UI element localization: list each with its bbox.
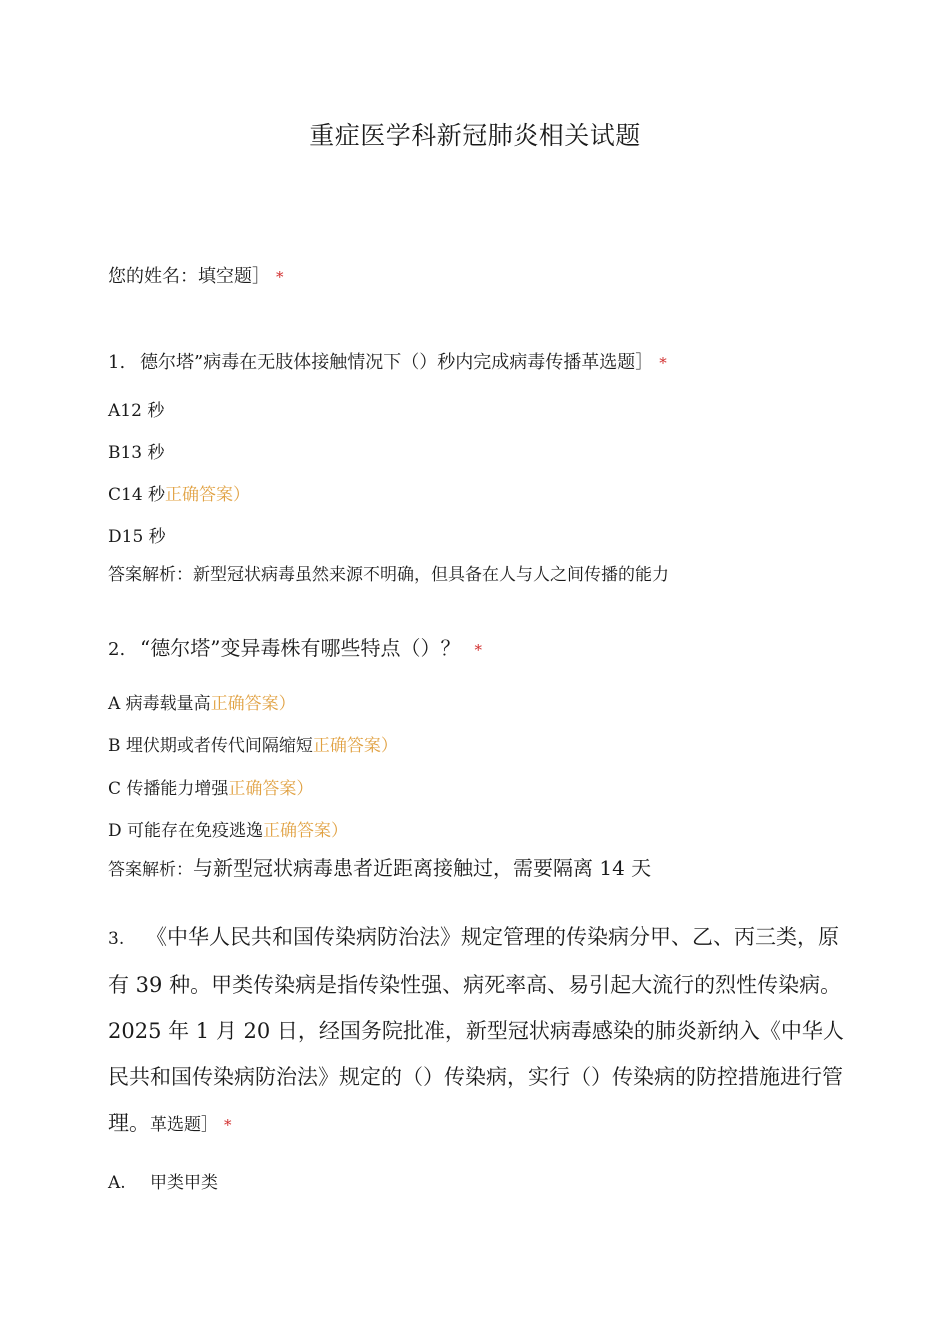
correct-answer-note: 正确答案） bbox=[210, 694, 296, 714]
q3-option-a[interactable] bbox=[108, 1168, 218, 1193]
q1-option-c[interactable] bbox=[108, 480, 250, 505]
question-number: 1. bbox=[108, 352, 126, 373]
name-field-question bbox=[108, 262, 284, 288]
question-type: 革选题］ bbox=[150, 1115, 218, 1135]
option-text: D 可能存在免疫逃逸 bbox=[108, 821, 264, 841]
option-text: C 传播能力增强 bbox=[108, 779, 229, 799]
q2-option-c[interactable] bbox=[108, 774, 313, 799]
option-text: D15 秒 bbox=[108, 527, 166, 547]
analysis-text: 与新型冠状病毒患者近距离接触过，需要隔离 14 天 bbox=[193, 856, 652, 880]
question-number: 2. bbox=[108, 639, 126, 660]
question-1 bbox=[108, 348, 667, 374]
option-text: A 病毒载量高 bbox=[108, 694, 211, 714]
option-text: B 埋伏期或者传代间隔缩短 bbox=[108, 736, 313, 756]
q2-option-a[interactable] bbox=[108, 689, 296, 714]
q2-option-d[interactable] bbox=[108, 816, 348, 841]
correct-answer-note: 正确答案） bbox=[312, 736, 398, 756]
required-mark: * bbox=[659, 354, 667, 372]
question-text: “德尔塔”变异毒株有哪些特点（）？ bbox=[140, 636, 461, 660]
correct-answer-note: 正确答案） bbox=[263, 821, 349, 841]
correct-answer-note: 正确答案） bbox=[228, 779, 314, 799]
option-text: C14 秒 bbox=[108, 485, 166, 505]
q1-option-d[interactable] bbox=[108, 522, 166, 547]
q1-answer-analysis: 答案解析：新型冠状病毒虽然来源不明确，但具备在人与人之间传播的能力 bbox=[108, 565, 669, 585]
name-field-label: 您的姓名：填空题］ bbox=[108, 266, 270, 287]
option-text: A12 秒 bbox=[108, 401, 165, 421]
option-text: 甲类甲类 bbox=[150, 1173, 218, 1193]
question-3 bbox=[108, 914, 846, 1148]
question-text: 《中华人民共和国传染病防治法》规定管理的传染病分甲、乙、丙三类，原有 39 种。甲类传染病是指传染性强、病死率高、易引起大流行的烈性传染病。2025 年 1 月 20 日，经国务院批准，新型冠状病毒感染的肺炎新纳入《中华人民共和国传染病防治法》规定的（）传染病，实行（）传染病的防控措施进行管理。 bbox=[108, 925, 844, 1135]
option-text: B13 秒 bbox=[108, 443, 165, 463]
q1-option-a[interactable] bbox=[108, 396, 164, 421]
question-2 bbox=[108, 632, 482, 661]
correct-answer-note: 正确答案） bbox=[165, 485, 251, 505]
analysis-label: 答案解析： bbox=[108, 860, 193, 880]
question-number: 3. bbox=[108, 929, 125, 949]
option-label: A. bbox=[108, 1173, 126, 1193]
page-title: 重症医学科新冠肺炎相关试题 bbox=[309, 121, 641, 150]
q2-option-b[interactable] bbox=[108, 731, 398, 756]
required-mark: * bbox=[224, 1116, 232, 1134]
question-text: 德尔塔”病毒在无肢体接触情况下（）秒内完成病毒传播革选题］ bbox=[140, 352, 654, 373]
q1-option-b[interactable] bbox=[108, 438, 165, 463]
required-mark: * bbox=[276, 268, 284, 286]
q2-answer-analysis bbox=[108, 852, 651, 881]
required-mark: * bbox=[474, 641, 482, 659]
